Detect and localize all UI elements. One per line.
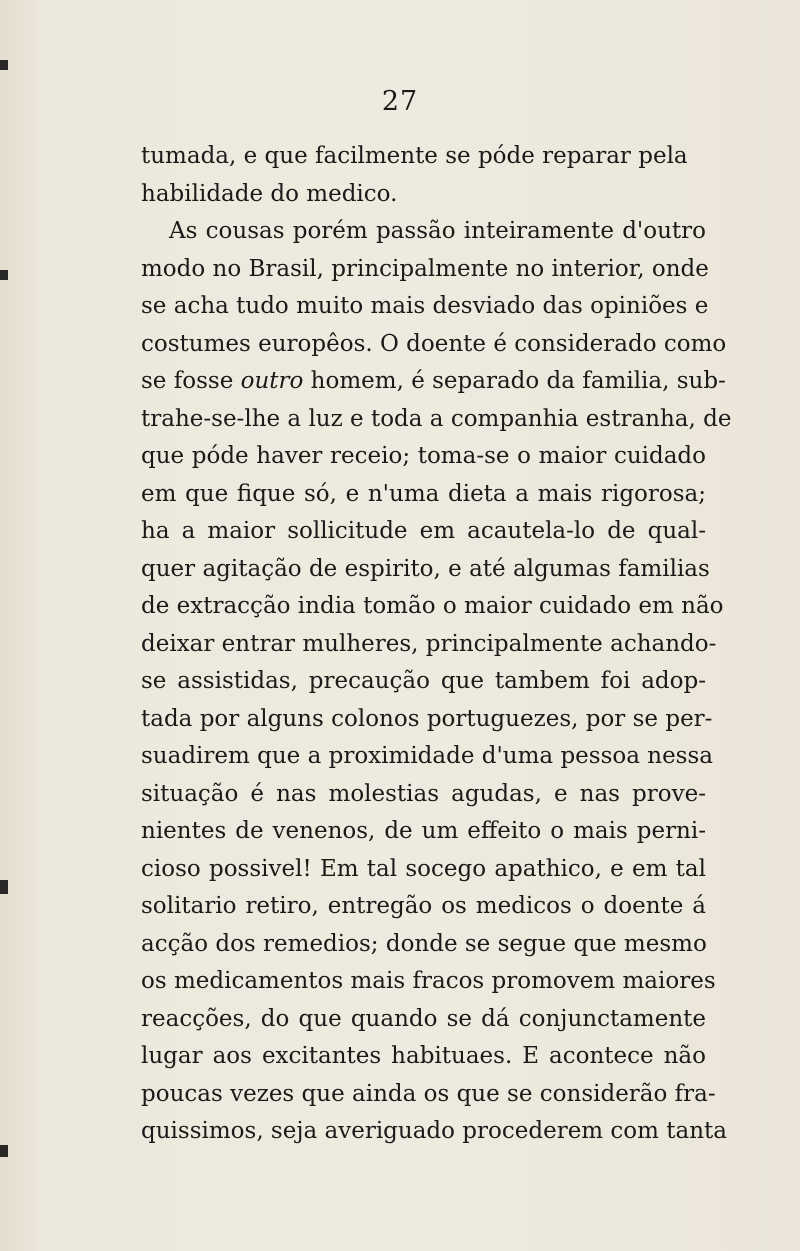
- margin-mark: [0, 1145, 8, 1157]
- body-text: [141, 138, 732, 1151]
- text-line: trahe-se-lhe a luz e toda a companhia estranha, de: [141, 405, 732, 432]
- text-line: quissimos, seja averiguado procederem com tanta: [141, 1118, 727, 1144]
- text-line: nientes de venenos, de um effeito o mais perni-: [141, 818, 706, 844]
- margin-mark: [0, 60, 8, 70]
- text-line: reacções, do que quando se dá conjunctamente: [141, 1005, 706, 1032]
- margin-mark: [0, 880, 8, 894]
- text-line: habilidade do medico.: [141, 180, 398, 207]
- text-line: deixar entrar mulheres, principalmente achando-: [141, 630, 717, 657]
- text-line: que póde haver receio; toma-se o maior cuidado: [141, 443, 706, 469]
- text-line: As cousas porém passão inteiramente d'outro: [169, 218, 706, 244]
- text-line: suadirem que a proximidade d'uma pessoa nessa: [141, 743, 714, 769]
- text-line: poucas vezes que ainda os que se considerão fra-: [141, 1080, 716, 1107]
- text-line: solitario retiro, entregão os medicos o doente á: [141, 893, 706, 919]
- text-line: tada por alguns colonos portuguezes, por se per-: [141, 705, 713, 732]
- text-line: ha a maior sollicitude em acautela-lo de qual-: [141, 518, 706, 544]
- italic-word: outro: [240, 368, 304, 394]
- page-number: 27: [381, 86, 419, 117]
- text-segment: homem, é separado da familia, sub-: [303, 368, 726, 394]
- text-line: modo no Brasil, principalmente no interior, onde: [141, 255, 709, 282]
- margin-mark: [0, 270, 8, 280]
- text-line: em que fique só, e n'uma dieta a mais rigorosa;: [141, 480, 706, 507]
- text-line: se assistidas, precaução que tambem foi adop-: [141, 668, 706, 694]
- text-line: de extracção india tomão o maior cuidado em não: [141, 593, 724, 619]
- text-line: cioso possivel! Em tal socego apathico, e em tal: [141, 855, 706, 882]
- text-line: os medicamentos mais fracos promovem maiores: [141, 968, 716, 994]
- text-line: quer agitação de espirito, e até algumas familias: [141, 555, 710, 582]
- text-segment: se fosse: [141, 368, 241, 394]
- text-line: se acha tudo muito mais desviado das opiniões e: [141, 293, 709, 319]
- text-line: [141, 363, 726, 401]
- text-line: tumada, e que facilmente se póde reparar pela: [141, 143, 688, 169]
- text-line: acção dos remedios; donde se segue que mesmo: [141, 930, 707, 957]
- text-line: costumes europêos. O doente é considerado como: [141, 330, 727, 357]
- text-line: lugar aos excitantes habituaes. E acontece não: [141, 1043, 706, 1069]
- text-line: situação é nas molestias agudas, e nas prove-: [141, 780, 706, 807]
